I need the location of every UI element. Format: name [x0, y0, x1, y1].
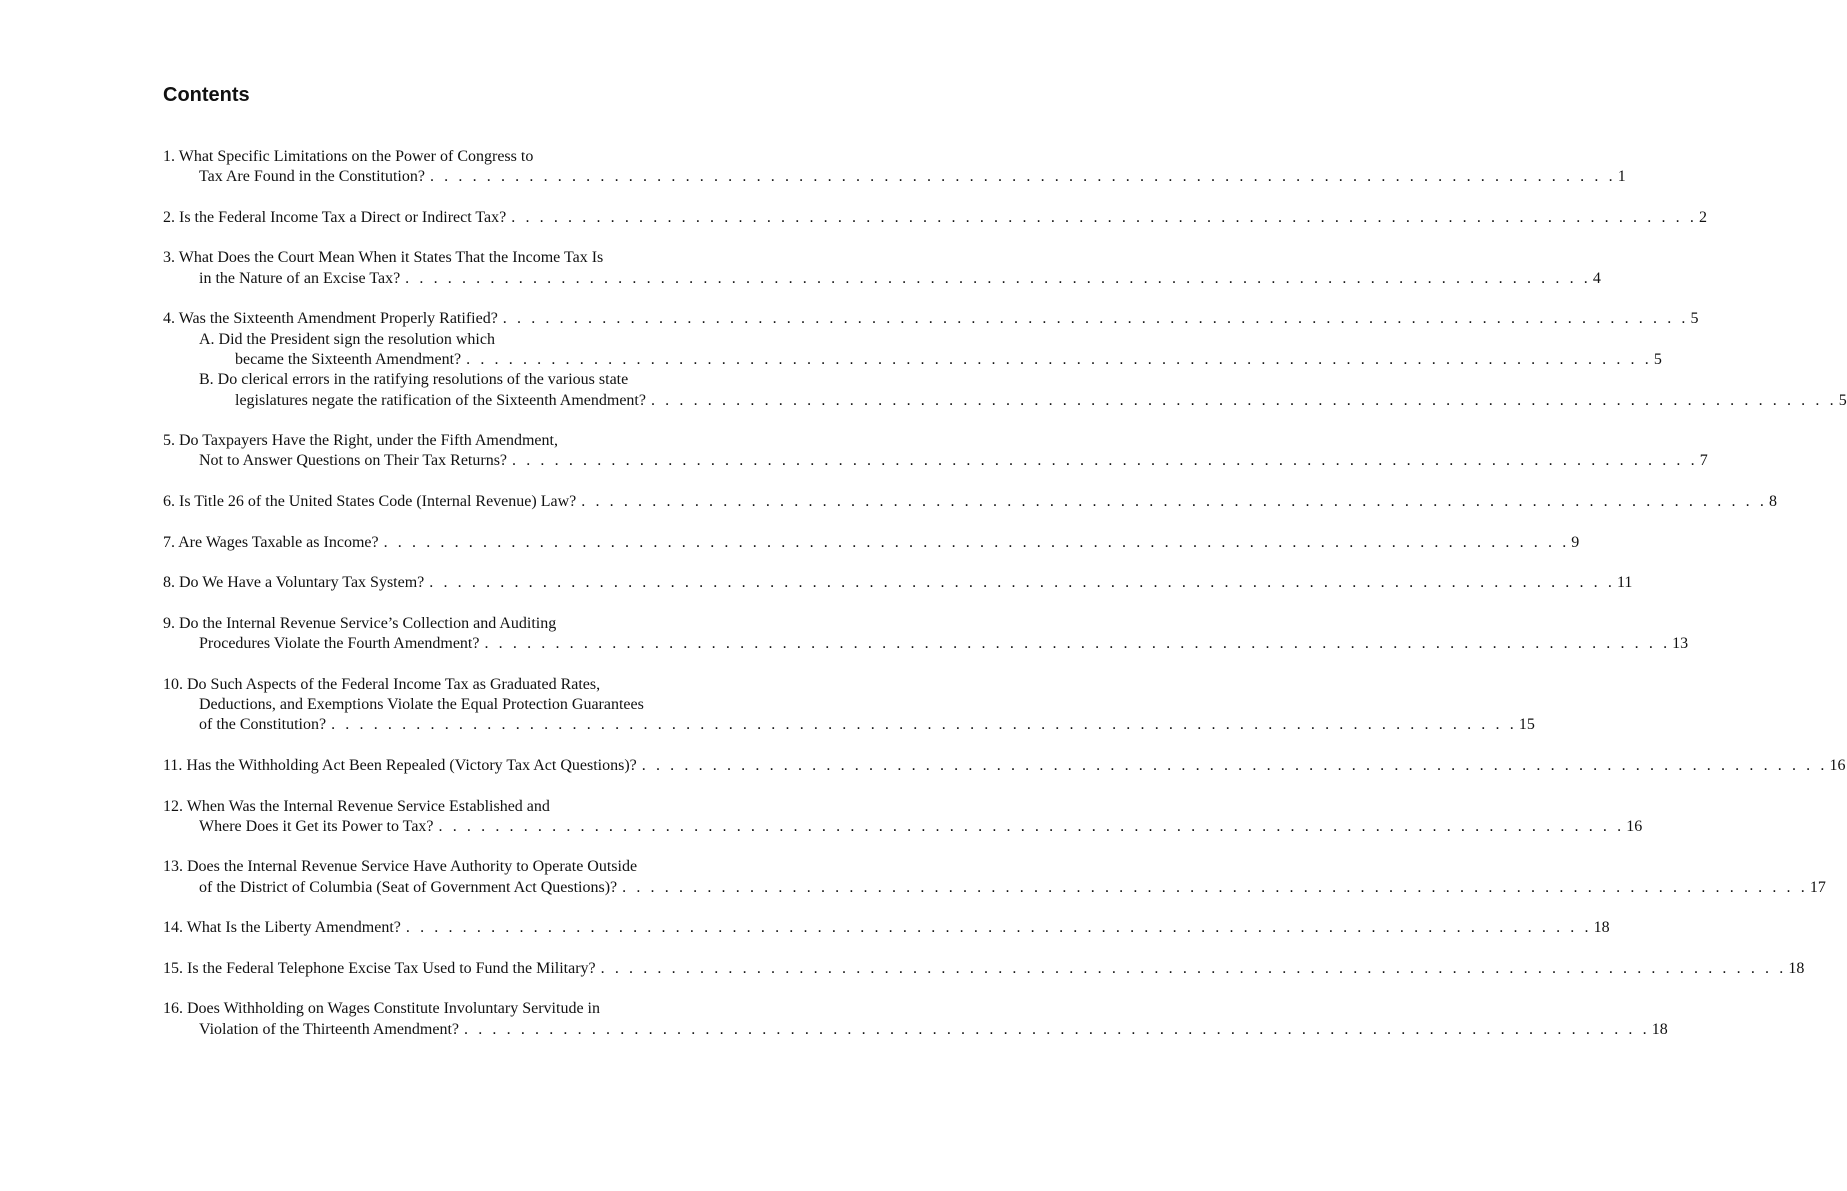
entry-text: 16. Does Withholding on Wages Constitute Involuntary Servitude in [163, 1000, 600, 1018]
entry-text: in the Nature of an Excise Tax? [199, 269, 401, 287]
toc-line [163, 857, 758, 877]
page-number: 8 [1768, 493, 1777, 511]
entry-text: 5. Do Taxpayers Have the Right, under the Fifth Amendment, [163, 432, 558, 450]
toc-line [163, 959, 1805, 979]
dot-leader: . . . . . . . . . . . . . . . . . . . . . . . . . . . . . . . . . . . . . . . . . . . . . . . . . . . . . . . . . . . . . . . . . . . . . . . . . . . . . . . . . . . . [383, 533, 1570, 551]
toc-line [163, 918, 1610, 938]
entry-text: of the District of Columbia (Seat of Government Act Questions)? [199, 878, 618, 896]
toc-line [163, 797, 758, 817]
entry-text: became the Sixteenth Amendment? [235, 350, 462, 368]
toc-line [163, 370, 758, 390]
entry-text: Procedures Violate the Fourth Amendment? [199, 635, 480, 653]
page-number: 16 [1829, 756, 1846, 774]
toc-entry [163, 614, 1689, 655]
toc-line [163, 350, 1662, 370]
entry-text: Violation of the Thirteenth Amendment? [199, 1020, 460, 1038]
page-number: 18 [1593, 919, 1610, 937]
page-number: 18 [1651, 1020, 1668, 1038]
dot-leader: . . . . . . . . . . . . . . . . . . . . . . . . . . . . . . . . . . . . . . . . . . . . . . . . . . . . . . . . . . . . . . . . . . . . . . . . . . . . . . . . . . . . [511, 208, 1697, 226]
toc-line [163, 999, 758, 1019]
toc-line [163, 492, 1777, 512]
entry-text: Not to Answer Questions on Their Tax Returns? [199, 452, 508, 470]
toc-entry [163, 533, 1580, 553]
dot-leader: . . . . . . . . . . . . . . . . . . . . . . . . . . . . . . . . . . . . . . . . . . . . . . . . . . . . . . . . . . . . . . . . . . . . . . . . . . . . . . . . . . . . [438, 817, 1625, 835]
toc-line [163, 533, 1580, 553]
toc-line [163, 269, 1601, 289]
toc-entry [163, 208, 1707, 228]
entry-text: 8. Do We Have a Voluntary Tax System? [163, 574, 425, 592]
entry-text: B. Do clerical errors in the ratifying resolutions of the various state [199, 371, 629, 389]
toc-entry [163, 675, 1535, 736]
toc-entry [163, 999, 1668, 1040]
dot-leader: . . . . . . . . . . . . . . . . . . . . . . . . . . . . . . . . . . . . . . . . . . . . . . . . . . . . . . . . . . . . . . . . . . . . . . . . . . . . . . . . . . . . [331, 716, 1517, 734]
entry-text: 1. What Specific Limitations on the Power of Congress to [163, 148, 534, 165]
dot-leader: . . . . . . . . . . . . . . . . . . . . . . . . . . . . . . . . . . . . . . . . . . . . . . . . . . . . . . . . . . . . . . . . . . . . . . . . . . . . . . . . . . . . [466, 350, 1652, 368]
page-number: 2 [1698, 208, 1707, 226]
toc-entry [163, 857, 1826, 898]
dot-leader: . . . . . . . . . . . . . . . . . . . . . . . . . . . . . . . . . . . . . . . . . . . . . . . . . . . . . . . . . . . . . . . . . . . . . . . . . . . . . . . . . . . . [429, 574, 1615, 592]
entry-text: 12. When Was the Internal Revenue Service Established and [163, 797, 550, 815]
page-number: 7 [1699, 452, 1708, 470]
dot-leader: . . . . . . . . . . . . . . . . . . . . . . . . . . . . . . . . . . . . . . . . . . . . . . . . . . . . . . . . . . . . . . . . . . . . . . . . . . . . . . . . . . . . [502, 310, 1689, 328]
dot-leader: . . . . . . . . . . . . . . . . . . . . . . . . . . . . . . . . . . . . . . . . . . . . . . . . . . . . . . . . . . . . . . . . . . . . . . . . . . . . . . . . . . . . [512, 452, 1698, 470]
entry-text: 2. Is the Federal Income Tax a Direct or Indirect Tax? [163, 208, 507, 226]
toc-line [163, 248, 758, 268]
page-number: 13 [1672, 635, 1689, 653]
toc-subentry [163, 330, 1662, 371]
toc-line [163, 208, 1707, 228]
toc-line [163, 573, 1633, 593]
entry-text: 7. Are Wages Taxable as Income? [163, 533, 379, 551]
page-number: 5 [1690, 310, 1699, 328]
toc-entry [163, 248, 1601, 289]
toc-entry [163, 756, 1846, 776]
toc-entry [163, 573, 1633, 593]
page-number: 18 [1788, 959, 1805, 977]
page-number: 4 [1592, 269, 1601, 287]
page-number: 5 [1838, 391, 1847, 409]
entry-text: Where Does it Get its Power to Tax? [199, 817, 434, 835]
entry-text: Deductions, and Exemptions Violate the Equal Protection Guarantees [199, 696, 644, 714]
toc-line [163, 1020, 1668, 1040]
toc-line [163, 167, 1626, 187]
page-number: 1 [1617, 168, 1626, 186]
toc-line [163, 330, 758, 350]
toc-line [163, 756, 1846, 776]
dot-leader: . . . . . . . . . . . . . . . . . . . . . . . . . . . . . . . . . . . . . . . . . . . . . . . . . . . . . . . . . . . . . . . . . . . . . . . . . . . . . . . . . . . . [405, 919, 1592, 937]
page-number: 16 [1626, 817, 1643, 835]
toc-line [163, 817, 1643, 837]
toc-subentry [163, 370, 1847, 411]
toc-line [163, 451, 1708, 471]
dot-leader: . . . . . . . . . . . . . . . . . . . . . . . . . . . . . . . . . . . . . . . . . . . . . . . . . . . . . . . . . . . . . . . . . . . . . . . . . . . . . . . . . . . . [622, 878, 1808, 896]
page-number: 11 [1616, 574, 1633, 592]
toc-entry [163, 959, 1805, 979]
entry-text: 13. Does the Internal Revenue Service Have Authority to Operate Outside [163, 858, 638, 876]
dot-leader: . . . . . . . . . . . . . . . . . . . . . . . . . . . . . . . . . . . . . . . . . . . . . . . . . . . . . . . . . . . . . . . . . . . . . . . . . . . . . . . . . . . . [650, 391, 1837, 409]
entry-text: 11. Has the Withholding Act Been Repealed (Victory Tax Act Questions)? [163, 756, 637, 774]
toc-entry [163, 918, 1610, 938]
dot-leader: . . . . . . . . . . . . . . . . . . . . . . . . . . . . . . . . . . . . . . . . . . . . . . . . . . . . . . . . . . . . . . . . . . . . . . . . . . . . . . . . . . . . [464, 1020, 1650, 1038]
toc-line [163, 147, 758, 167]
dot-leader: . . . . . . . . . . . . . . . . . . . . . . . . . . . . . . . . . . . . . . . . . . . . . . . . . . . . . . . . . . . . . . . . . . . . . . . . . . . . . . . . . . . . [581, 493, 1767, 511]
table-of-contents [163, 147, 1847, 1060]
toc-entry [163, 309, 1847, 410]
dot-leader: . . . . . . . . . . . . . . . . . . . . . . . . . . . . . . . . . . . . . . . . . . . . . . . . . . . . . . . . . . . . . . . . . . . . . . . . . . . . . . . . . . . . [641, 756, 1828, 774]
toc-line [163, 309, 1699, 329]
page-title: Contents [163, 84, 250, 106]
page-number: 5 [1653, 350, 1662, 368]
toc-line [163, 614, 758, 634]
entry-text: of the Constitution? [199, 716, 327, 734]
toc-line [163, 675, 758, 695]
page-number: 15 [1518, 716, 1535, 734]
entry-text: 3. What Does the Court Mean When it States That the Income Tax Is [163, 249, 604, 267]
toc-line [163, 878, 1826, 898]
dot-leader: . . . . . . . . . . . . . . . . . . . . . . . . . . . . . . . . . . . . . . . . . . . . . . . . . . . . . . . . . . . . . . . . . . . . . . . . . . . . . . . . . . . . [484, 635, 1671, 653]
dot-leader: . . . . . . . . . . . . . . . . . . . . . . . . . . . . . . . . . . . . . . . . . . . . . . . . . . . . . . . . . . . . . . . . . . . . . . . . . . . . . . . . . . . . [600, 959, 1787, 977]
entry-text: 4. Was the Sixteenth Amendment Properly Ratified? [163, 310, 498, 328]
toc-entry [163, 492, 1777, 512]
entry-text: A. Did the President sign the resolution which [199, 330, 495, 348]
entry-text: legislatures negate the ratification of the Sixteenth Amendment? [235, 391, 646, 409]
entry-text: 6. Is Title 26 of the United States Code (Internal Revenue) Law? [163, 493, 577, 511]
entry-text: Tax Are Found in the Constitution? [199, 168, 425, 186]
entry-text: 14. What Is the Liberty Amendment? [163, 919, 401, 937]
toc-line [163, 431, 758, 451]
toc-entry [163, 431, 1708, 472]
dot-leader: . . . . . . . . . . . . . . . . . . . . . . . . . . . . . . . . . . . . . . . . . . . . . . . . . . . . . . . . . . . . . . . . . . . . . . . . . . . . . . . . . . . . [405, 269, 1591, 287]
entry-text: 10. Do Such Aspects of the Federal Income Tax as Graduated Rates, [163, 675, 601, 693]
toc-line [163, 634, 1689, 654]
toc-entry [163, 797, 1643, 838]
entry-text: 9. Do the Internal Revenue Service’s Collection and Auditing [163, 614, 557, 632]
page-number: 9 [1571, 533, 1580, 551]
toc-entry [163, 147, 1626, 188]
dot-leader: . . . . . . . . . . . . . . . . . . . . . . . . . . . . . . . . . . . . . . . . . . . . . . . . . . . . . . . . . . . . . . . . . . . . . . . . . . . . . . . . . . . . [429, 168, 1616, 186]
toc-line [163, 391, 1847, 411]
toc-line [163, 695, 758, 715]
page-number: 17 [1809, 878, 1826, 896]
entry-text: 15. Is the Federal Telephone Excise Tax Used to Fund the Military? [163, 959, 596, 977]
toc-line [163, 715, 1535, 735]
